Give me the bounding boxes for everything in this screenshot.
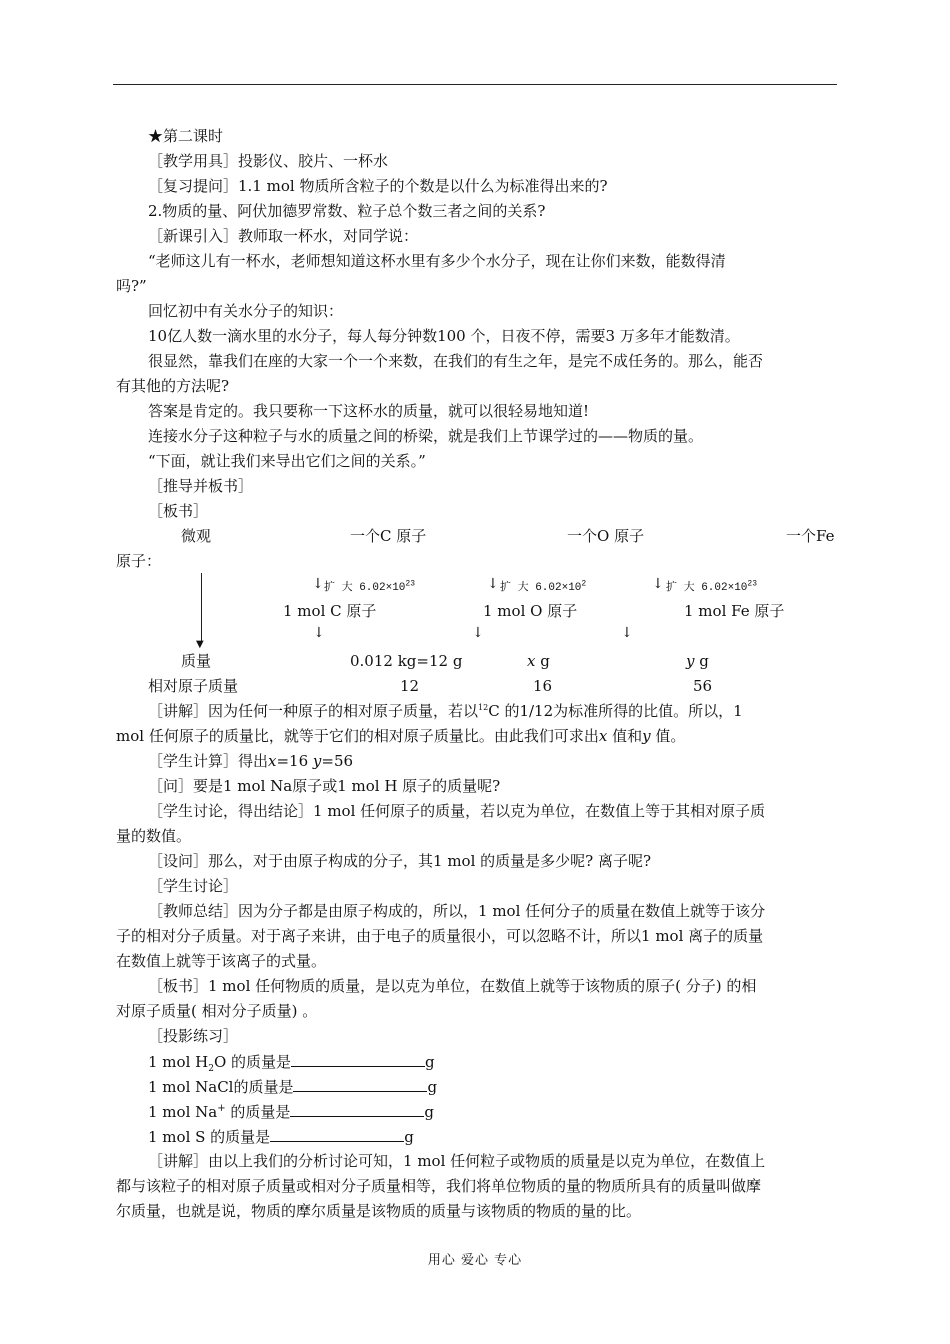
explain-line-2: mol 任何原子的质量比，就等于它们的相对原子质量比。由此我们可求出x 值和y 值。 <box>116 727 686 745</box>
molar-mass-explain-1: ［讲解］由以上我们的分析讨论可知，1 mol 任何粒子或物质的质量是以克为单位，在数值上 <box>148 1152 766 1170</box>
next-line: “下面，就让我们来导出它们之间的关系。” <box>148 452 426 470</box>
recall-line: 回忆初中有关水分子的知识： <box>148 302 344 320</box>
reasoning-line: 很显然，靠我们在座的大家一个一个来数，在我们的有生之年，是完不成任务的。那么，能否 <box>148 352 764 370</box>
mol-c: 1 mol C 原子 <box>283 602 377 620</box>
bridge-line: 连接水分子这种粒子与水的质量之间的桥梁，就是我们上节课学过的——物质的量。 <box>148 427 704 445</box>
answer-blank[interactable] <box>293 1076 427 1092</box>
mol-fe: 1 mol Fe 原子 <box>684 602 785 620</box>
macro-arrow-line <box>201 573 202 643</box>
teacher-quote: “老师这儿有一杯水，老师想知道这杯水里有多少个水分子，现在让你们来数，能数得清 <box>148 252 726 270</box>
review-question-1: ［复习提问］1.1 mol 物质所含粒子的个数是以什么为标准得出来的? <box>148 177 608 195</box>
o-atom-label: 一个O 原子 <box>567 527 645 545</box>
student-calc: ［学生计算］得出x=16 y=56 <box>148 752 354 770</box>
answer-blank[interactable] <box>270 1126 404 1142</box>
down-arrow-icon: ↓ <box>652 576 664 592</box>
discussion-1-cont: 量的数值。 <box>116 827 192 845</box>
down-arrow-icon: ↓ <box>487 576 499 592</box>
relative-mass-c: 12 <box>400 677 420 695</box>
answer-blank[interactable] <box>290 1101 424 1117</box>
summary-1: ［教师总结］因为分子都是由原子构成的，所以，1 mol 任何分子的质量在数值上就等于该分 <box>148 902 766 920</box>
macro-arrow-head-icon: ▼ <box>196 639 204 650</box>
lesson-title: ★第二课时 <box>148 127 224 145</box>
page-footer: 用心 爱心 专心 <box>427 1253 523 1268</box>
summary-2: 子的相对分子质量。对于离子来讲，由于电子的质量很小，可以忽略不计，所以1 mol 离子的质量 <box>116 927 764 945</box>
c-atom-label: 一个C 原子 <box>350 527 427 545</box>
fe-atom-label: 一个Fe <box>786 527 835 545</box>
micro-label: 微观 <box>181 527 212 545</box>
new-lesson-intro: ［新课引入］教师取一杯水，对同学说： <box>148 227 419 245</box>
down-arrow-icon: ↓ <box>472 625 484 641</box>
board-note-1: ［板书］1 mol 任何物质的质量，是以克为单位，在数值上就等于该物质的原子( 分子) 的相 <box>148 977 757 995</box>
board-note-2: 对原子质量( 相对分子质量) 。 <box>116 1002 318 1020</box>
down-arrow-icon: ↓ <box>313 625 325 641</box>
exercise-na-ion: 1 mol Na+ 的质量是 g <box>148 1103 434 1121</box>
board-heading: ［板书］ <box>148 502 209 520</box>
mass-o: x g <box>527 652 550 670</box>
relative-mass-label: 相对原子质量 <box>148 677 239 695</box>
question-2: ［设问］那么，对于由原子构成的分子，其1 mol 的质量是多少呢? 离子呢? <box>148 852 651 870</box>
answer-line: 答案是肯定的。我只要称一下这杯水的质量，就可以很轻易地知道! <box>148 402 590 420</box>
mol-o: 1 mol O 原子 <box>483 602 578 620</box>
header-rule <box>113 84 837 85</box>
discussion-2: ［学生讨论］ <box>148 877 239 895</box>
exercise-nacl: 1 mol NaCl的质量是 g <box>148 1078 438 1096</box>
fact-line: 10亿人数一滴水里的水分子，每人每分钟数100 个，日夜不停，需要3 万多年才能数清。 <box>148 327 740 345</box>
expand-c: 扩 大 $6.02\times 10^{23}$ <box>324 579 416 594</box>
explain-line-1: ［讲解］因为任何一种原子的相对原子质量，若以$^{12}$C 的1/12为标准所得的比值。所以，1 <box>148 702 743 720</box>
down-arrow-icon: ↓ <box>621 625 633 641</box>
practice-heading: ［投影练习］ <box>148 1027 239 1045</box>
summary-3: 在数值上就等于该离子的式量。 <box>116 952 327 970</box>
mass-c: 0.012 kg=12 g <box>350 652 463 670</box>
expand-fe: 扩 大 $6.02\times 10^{23}$ <box>666 579 758 594</box>
answer-blank[interactable] <box>291 1051 425 1067</box>
relative-mass-fe: 56 <box>693 677 713 695</box>
fe-atom-label-cont: 原子： <box>116 552 162 570</box>
down-arrow-icon: ↓ <box>312 576 324 592</box>
mass-fe: y g <box>686 652 709 670</box>
review-question-2: 2.物质的量、阿伏加德罗常数、粒子总个数三者之间的关系? <box>148 202 546 220</box>
question-1: ［问］要是1 mol Na原子或1 mol H 原子的质量呢? <box>148 777 501 795</box>
expand-o: 扩 大 $6.02\times 10^2$ <box>500 579 587 594</box>
exercise-s: 1 mol S 的质量是 g <box>148 1128 414 1146</box>
molar-mass-explain-3: 尔质量，也就是说，物质的摩尔质量是该物质的质量与该物质的物质的量的比。 <box>116 1202 642 1220</box>
mass-label: 质量 <box>181 652 212 670</box>
exercise-h2o: 1 mol $H_2O$ 的质量是 g <box>148 1053 435 1074</box>
discussion-1: ［学生讨论，得出结论］1 mol 任何原子的质量，若以克为单位，在数值上等于其相对原子质 <box>148 802 766 820</box>
derive-heading: ［推导并板书］ <box>148 477 254 495</box>
molar-mass-explain-2: 都与该粒子的相对原子质量或相对分子质量相等，我们将单位物质的量的物质所具有的质量叫做摩 <box>116 1177 762 1195</box>
relative-mass-o: 16 <box>533 677 553 695</box>
teacher-quote-cont: 吗?” <box>116 277 147 295</box>
teaching-tools: ［教学用具］投影仪、胶片、一杯水 <box>148 152 389 170</box>
reasoning-line-cont: 有其他的方法呢? <box>116 377 230 395</box>
